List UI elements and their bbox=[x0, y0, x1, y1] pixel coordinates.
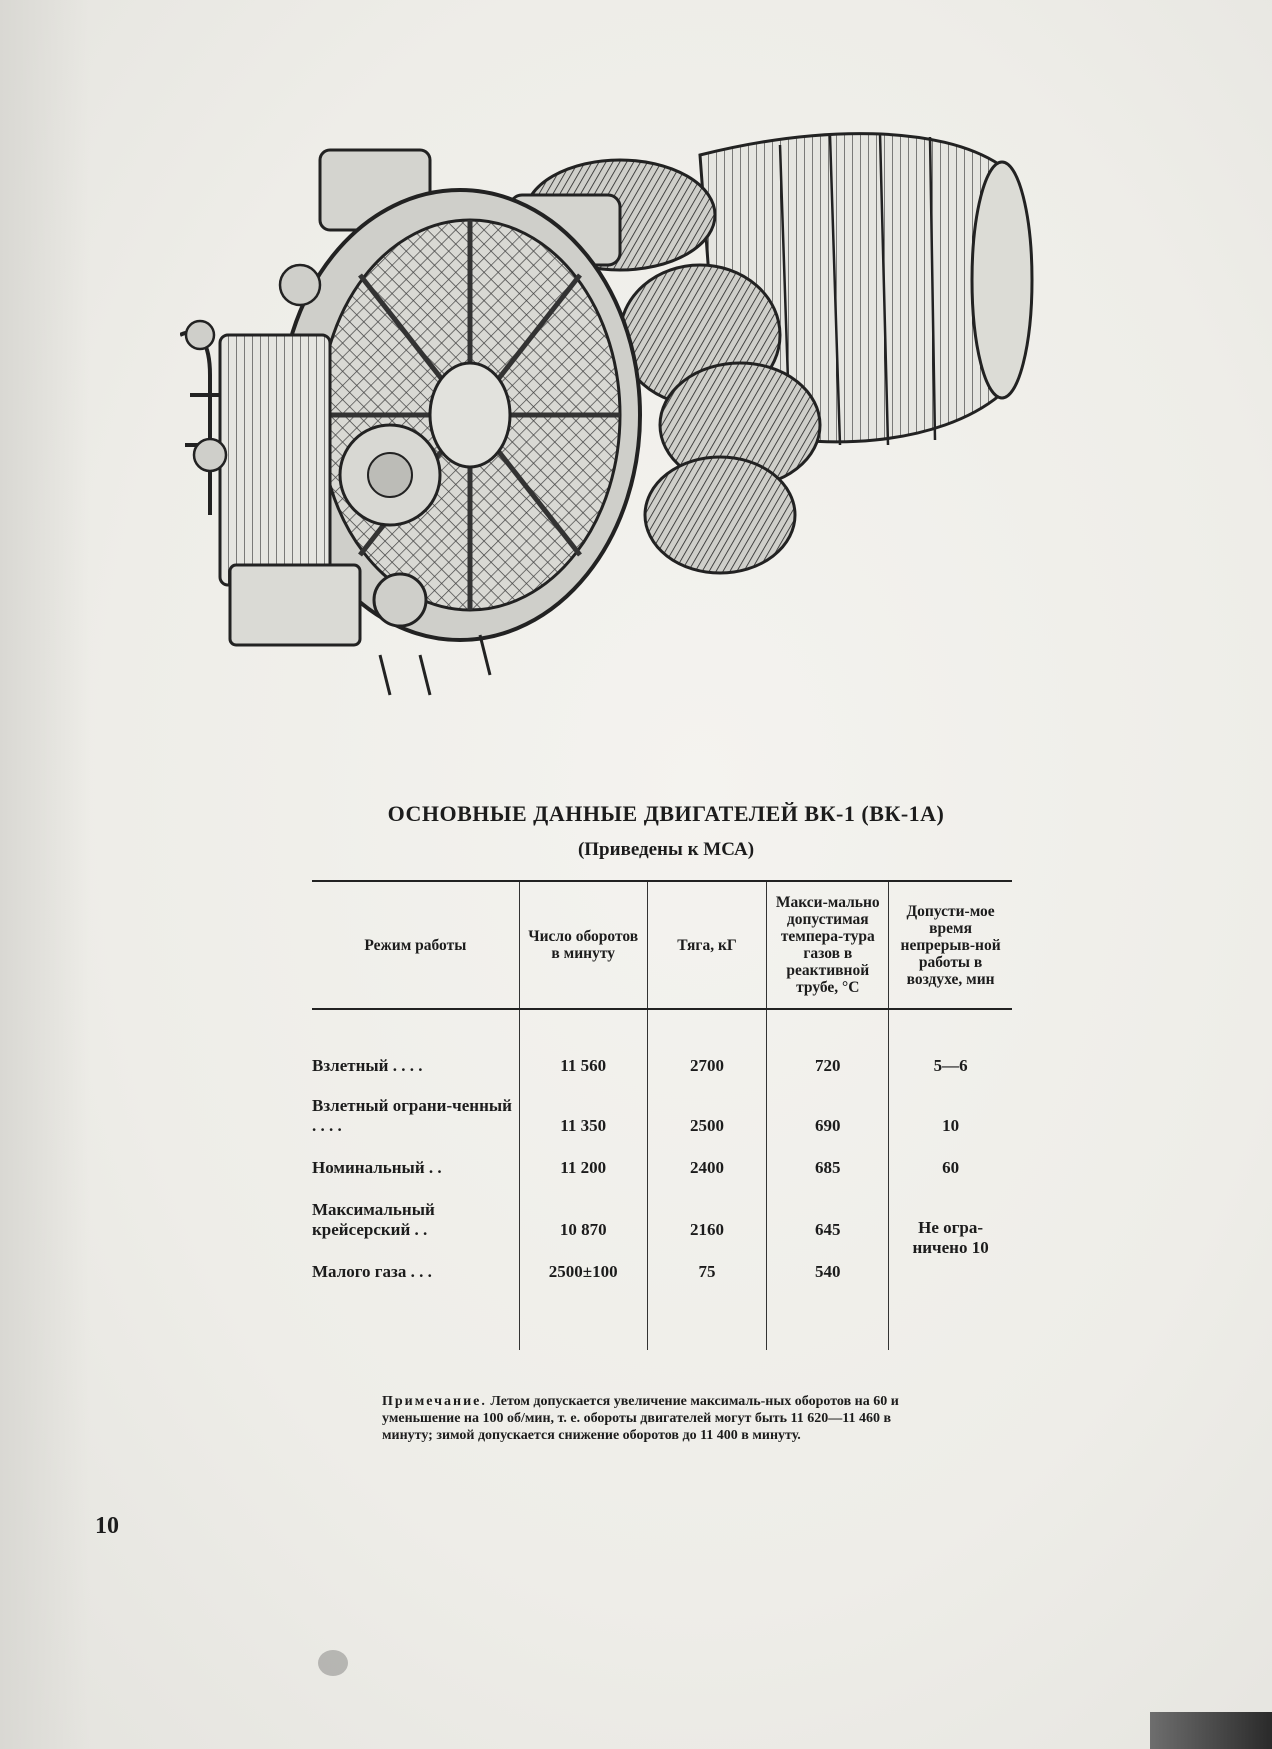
cell-mode: Взлетный . . . . bbox=[312, 1056, 423, 1075]
spacer-cell bbox=[312, 1290, 519, 1350]
cell-rpm: 11 350 bbox=[519, 1084, 647, 1144]
header-rpm: Число оборотов в минуту bbox=[519, 881, 647, 1009]
header-temp: Макси-мально допустимая темпера-тура газов в реактивной трубе, °С bbox=[767, 881, 889, 1009]
cell-rpm: 2500±100 bbox=[519, 1248, 647, 1290]
ink-smudge bbox=[318, 1650, 348, 1676]
cell-mode: Малого газа . . . bbox=[312, 1262, 432, 1281]
header-mode: Режим работы bbox=[312, 881, 519, 1009]
header-time: Допусти-мое время непрерыв-ной работы в воздухе, мин bbox=[889, 881, 1012, 1009]
page-number: 10 bbox=[95, 1513, 119, 1539]
cell-rpm: 11 560 bbox=[519, 1009, 647, 1084]
spacer-cell bbox=[889, 1290, 1012, 1350]
table-spacer-row bbox=[312, 1290, 1012, 1350]
cell-time: 60 bbox=[889, 1144, 1012, 1186]
cell-mode: Взлетный ограни-ченный . . . . bbox=[312, 1096, 512, 1135]
header-thrust: Тяга, кГ bbox=[647, 881, 767, 1009]
footnote-lead: Примечание. bbox=[382, 1394, 487, 1409]
cell-time: 10 bbox=[889, 1084, 1012, 1144]
page-shadow bbox=[0, 0, 90, 1749]
table-row bbox=[312, 1084, 1012, 1144]
cell-rpm: 10 870 bbox=[519, 1186, 647, 1248]
table-row bbox=[312, 1144, 1012, 1186]
cell-mode: Максимальный крейсерский . . bbox=[312, 1200, 435, 1239]
engine-illustration bbox=[180, 95, 1140, 755]
engine-data-table bbox=[312, 880, 1012, 1350]
page-title: ОСНОВНЫЕ ДАННЫЕ ДВИГАТЕЛЕЙ ВК-1 (ВК-1А) bbox=[387, 801, 945, 826]
cell-thrust: 2700 bbox=[647, 1009, 767, 1084]
table-row bbox=[312, 1186, 1012, 1248]
page-subtitle: (Приведены к МСА) bbox=[577, 839, 755, 860]
spacer-cell bbox=[519, 1290, 647, 1350]
spacer-cell bbox=[767, 1290, 889, 1350]
cell-thrust: 2160 bbox=[647, 1186, 767, 1248]
cell-time: 5—6 bbox=[889, 1009, 1012, 1084]
footnote bbox=[382, 1393, 938, 1444]
cell-thrust: 2500 bbox=[647, 1084, 767, 1144]
cell-temp: 720 bbox=[767, 1009, 889, 1084]
cell-thrust: 75 bbox=[647, 1248, 767, 1290]
cell-time-shared: Не огра-ничено 10 bbox=[889, 1186, 1012, 1290]
cell-rpm: 11 200 bbox=[519, 1144, 647, 1186]
cell-temp: 685 bbox=[767, 1144, 889, 1186]
scan-edge bbox=[1150, 1712, 1272, 1749]
cell-temp: 690 bbox=[767, 1084, 889, 1144]
cell-temp: 645 bbox=[767, 1186, 889, 1248]
cell-mode: Номинальный . . bbox=[312, 1158, 442, 1177]
cell-temp: 540 bbox=[767, 1248, 889, 1290]
table-row bbox=[312, 1009, 1012, 1084]
cell-thrust: 2400 bbox=[647, 1144, 767, 1186]
footnote-text: Летом допускается увеличение максималь-ных оборотов на 60 и уменьшение на 100 об/мин, т. е. обороты двигателей могут быть 11 620—11 460 в минуту; зимой допускается снижение оборотов до 11 400 в минуту. bbox=[382, 1394, 899, 1443]
spacer-cell bbox=[647, 1290, 767, 1350]
